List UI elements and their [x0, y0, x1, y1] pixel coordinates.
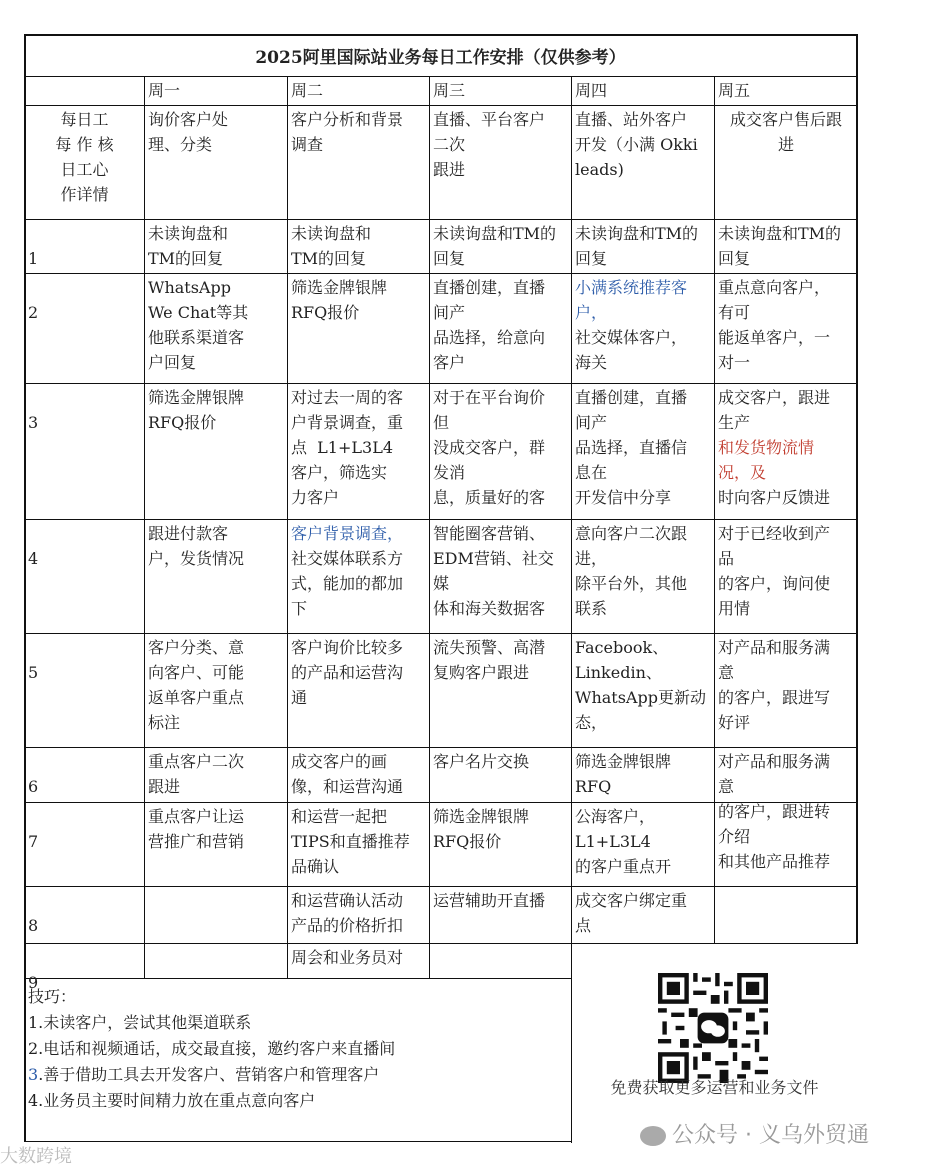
focus-cell-5: 成交客户售后跟 进 — [729, 110, 842, 154]
day-header-1: 周一 — [148, 81, 181, 100]
row-number-8: 8 — [28, 916, 39, 935]
day-header-3: 周三 — [433, 81, 466, 100]
document-title: 2025阿里国际站业务每日工作安排（仅供参考） — [255, 47, 626, 68]
row-divider — [24, 978, 571, 979]
row-5-day-5: 对产品和服务满 意 的客户，跟进写 好评 — [718, 638, 831, 732]
row-7-day-3: 筛选金牌银牌 RFQ报价 — [433, 807, 530, 851]
row-4-day-3: 智能圈客营销、 EDM营销、社交 媒 体和海关数据客 — [433, 524, 554, 618]
row-5-day-3: 流失预警、高潜 复购客户跟进 — [433, 638, 546, 682]
day-header-4: 周四 — [575, 81, 608, 100]
row-3-day-5: 成交客户，跟进 生产 和发货物流情 况，及 时向客户反馈进 — [718, 388, 831, 507]
row-number-1: 1 — [28, 249, 39, 268]
row-2-day-2: 筛选金牌银牌 RFQ报价 — [291, 278, 388, 322]
tips-heading: 技巧： — [28, 987, 77, 1006]
tip-item-3-text: .善于借助工具去开发客户、营销客户和管理客户 — [38, 1065, 380, 1084]
row-9-day-2: 周会和业务员对 — [291, 948, 404, 967]
table-border-top — [24, 34, 858, 36]
watermark-right-text: 公众号 · 义乌外贸通 — [672, 1123, 869, 1148]
row-1-day-3: 未读询盘和TM的 回复 — [433, 224, 557, 268]
row-5-day-4: Facebook、 Linkedin、 WhatsApp更新动 态， — [575, 638, 706, 732]
row-8-day-4: 成交客户绑定重 点 — [575, 891, 688, 935]
row-6-day-5: 对产品和服务满 意 的客户，跟进转 介绍 和其他产品推荐 — [718, 752, 831, 871]
tip-item-1: 1.未读客户，尝试其他渠道联系 — [28, 1013, 252, 1032]
row-1-day-1: 未读询盘和 TM的回复 — [148, 224, 229, 268]
row-9-day-5 — [714, 943, 857, 978]
row-8-day-5 — [714, 886, 857, 943]
row-2-day-4: 小满系统推荐客 户， 社交媒体客户， 海关 — [575, 278, 688, 372]
row-2-day-1: WhatsApp We Chat等其 他联系渠道客 户回复 — [148, 278, 249, 372]
row-4-day-4: 意向客户二次跟 进， 除平台外，其他 联系 — [575, 524, 688, 618]
row-2-day-5: 重点意向客户， 有可 能返单客户，一 对一 — [718, 278, 831, 372]
tip-item-2: 2.电话和视频通话，成交最直接，邀约客户来直播间 — [28, 1039, 396, 1058]
row-number-2: 2 — [28, 303, 39, 322]
row-4-day-5: 对于已经收到产 品 的客户，询问使 用情 — [718, 524, 831, 618]
row-7-day-2: 和运营一起把 TIPS和直播推荐 品确认 — [291, 807, 410, 876]
row-8-day-2: 和运营确认活动 产品的价格折扣 — [291, 891, 404, 935]
row-1-day-2: 未读询盘和 TM的回复 — [291, 224, 372, 268]
row-3-day-1: 筛选金牌银牌 RFQ报价 — [148, 388, 245, 432]
tips-bottom — [24, 1141, 572, 1142]
focus-cell-4: 直播、站外客户 开发（小满 Okki leads) — [575, 110, 698, 179]
row-3-day-3: 对于在平台询价 但 没成交客户，群 发消 息，质量好的客 — [433, 388, 546, 507]
tip-number-3: 3 — [28, 1065, 39, 1084]
focus-cell-2: 客户分析和背景 调查 — [291, 110, 404, 154]
row-1-day-5: 未读询盘和TM的 回复 — [718, 224, 842, 268]
row-number-7: 7 — [28, 832, 39, 851]
focus-cell-1: 询价客户处 理、分类 — [148, 110, 229, 154]
row-4-day-2: 客户背景调查， 社交媒体联系方 式，能加的都加 下 — [291, 524, 404, 618]
tip-item-3 — [28, 1062, 566, 1088]
row-number-9: 9 — [28, 973, 39, 992]
wechat-icon — [640, 1126, 666, 1146]
watermark-left: 大数跨境 — [0, 1146, 72, 1167]
tips-section — [24, 982, 570, 1116]
row-2-day-3: 直播创建，直播 间产 品选择，给意向 客户 — [433, 278, 546, 372]
day-header-2: 周二 — [291, 81, 324, 100]
row-6-day-3: 客户名片交换 — [433, 752, 530, 771]
header-daily-focus: 每日工 每 作 核 日工心 作详情 — [55, 110, 114, 204]
row-6-day-1: 重点客户二次 跟进 — [148, 752, 245, 796]
row-6-day-4: 筛选金牌银牌 RFQ — [575, 752, 672, 796]
row-6-day-2: 成交客户的画 像，和运营沟通 — [291, 752, 404, 796]
row-3-day-4: 直播创建，直播 间产 品选择，直播信 息在 开发信中分享 — [575, 388, 688, 507]
tip-item-4: 4.业务员主要时间精力放在重点意向客户 — [28, 1091, 316, 1110]
row-9-day-3 — [429, 943, 571, 978]
row-4-day-1: 跟进付款客 户，发货情况 — [148, 524, 245, 568]
row-3-day-2: 对过去一周的客 户背景调查，重 点 L1+L3L4 客户，筛选实 力客户 — [291, 388, 404, 507]
qr-code-icon — [658, 973, 768, 1083]
row-5-day-2: 客户询价比较多 的产品和运营沟 通 — [291, 638, 404, 707]
row-7-day-1: 重点客户让运 营推广和营销 — [148, 807, 245, 851]
watermark-right — [640, 1118, 869, 1149]
row-8-day-1 — [144, 886, 287, 943]
row-1-day-4: 未读询盘和TM的 回复 — [575, 224, 699, 268]
row-number-5: 5 — [28, 663, 39, 682]
row-number-3: 3 — [28, 413, 39, 432]
row-number-4: 4 — [28, 549, 39, 568]
qr-caption: 免费获取更多运营和业务文件 — [610, 1078, 819, 1097]
row-number-6: 6 — [28, 777, 39, 796]
row-9-day-1 — [144, 943, 287, 978]
row-8-day-3: 运营辅助开直播 — [433, 891, 546, 910]
focus-cell-3: 直播、平台客户 二次 跟进 — [433, 110, 546, 179]
row-9-day-4 — [571, 943, 714, 978]
day-header-5: 周五 — [718, 81, 751, 100]
row-5-day-1: 客户分类、意 向客户、可能 返单客户重点 标注 — [148, 638, 245, 732]
row-7-day-4: 公海客户， L1+L3L4 的客户重点开 — [575, 807, 672, 876]
